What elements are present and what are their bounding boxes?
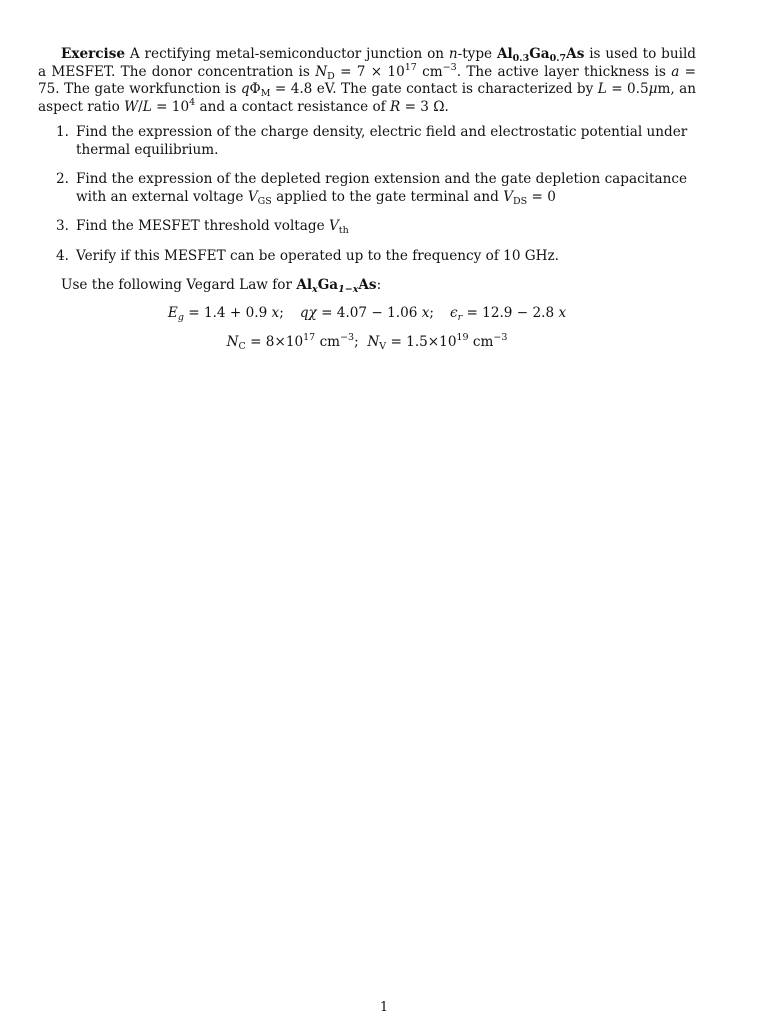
vds-value: = 0 xyxy=(531,188,556,205)
exercise-intro xyxy=(38,46,696,116)
nd-value: = 7 × 10 xyxy=(340,63,405,80)
symbol-slash: / xyxy=(138,98,143,115)
symbol-vgs-sub: GS xyxy=(257,195,272,207)
list-item xyxy=(38,171,696,206)
item-number: 3. xyxy=(56,218,69,234)
equation-band-params xyxy=(38,305,696,323)
symbol-nc-sub: C xyxy=(238,341,246,352)
formula-ga-sub: 1−x xyxy=(338,284,359,295)
symbol-mu: μ xyxy=(648,81,658,97)
symbol-eg: E xyxy=(167,304,178,321)
symbol-x: x xyxy=(558,304,567,321)
formula-ga: Ga xyxy=(317,277,339,293)
separator: ; xyxy=(279,304,284,321)
item-number: 4. xyxy=(56,247,69,264)
intro-text: The gate workfunction is xyxy=(64,81,237,97)
ratio-value: = 10 xyxy=(156,98,190,115)
symbol-vds: V xyxy=(503,188,514,205)
eg-value: = 1.4 + 0.9 xyxy=(188,304,268,321)
symbol-epsilon: ϵ xyxy=(449,304,458,321)
nv-value: = 1.5×10 xyxy=(390,334,457,350)
unit-cm-exponent: −3 xyxy=(340,332,355,343)
symbol-x: x xyxy=(421,304,430,321)
formula-al: Al xyxy=(496,46,513,62)
exercise-heading: Exercise xyxy=(61,46,126,62)
item-text: Find the expression of the charge density, electric field and electrostatic potential under thermal equilibrium. xyxy=(76,124,688,158)
intro-text: is used to build a MESFET. The donor concentration is xyxy=(38,46,697,80)
question-list xyxy=(38,124,696,265)
symbol-vth: V xyxy=(328,218,339,234)
item-text: Verify if this MESFET can be operated up to the frequency of 10 GHz. xyxy=(76,247,560,264)
item-number: 1. xyxy=(56,124,69,140)
item-number: 2. xyxy=(56,171,69,187)
formula-al-sub: x xyxy=(312,284,318,295)
symbol-vth-sub: th xyxy=(338,225,349,236)
unit-cm: cm xyxy=(422,63,443,80)
nc-exponent: 17 xyxy=(303,332,316,343)
symbol-vgs: V xyxy=(247,188,258,205)
separator: ; xyxy=(354,334,359,350)
vegard-intro xyxy=(61,277,696,295)
formula-ga: Ga xyxy=(529,46,550,62)
symbol-q: q xyxy=(299,304,309,321)
symbol-nd-sub: D xyxy=(327,70,335,82)
L-value: = 0.5 xyxy=(611,81,649,97)
symbol-eg-sub: g xyxy=(177,311,184,323)
formula-al: Al xyxy=(296,277,313,293)
document-page xyxy=(38,46,696,352)
nc-value: = 8×10 xyxy=(250,334,304,350)
formula-as: As xyxy=(566,46,585,62)
intro-text: . The active layer thickness is xyxy=(456,63,666,80)
vegard-formula xyxy=(296,277,376,293)
unit-cm-exponent: −3 xyxy=(493,332,508,343)
ratio-exponent: 4 xyxy=(189,96,196,108)
symbol-L: L xyxy=(142,98,152,115)
R-value: = 3 Ω. xyxy=(404,98,449,115)
epsilon-value: = 12.9 − 2.8 xyxy=(466,304,555,321)
intro-text: A rectifying metal-semiconductor junction on xyxy=(129,46,445,62)
symbol-nv: N xyxy=(367,334,380,350)
symbol-vds-sub: DS xyxy=(513,195,528,207)
intro-text: and a contact resistance of xyxy=(199,98,386,115)
vegard-text: Use the following Vegard Law for xyxy=(61,277,292,293)
list-item xyxy=(38,218,696,236)
unit-cm: cm xyxy=(472,334,494,350)
symbol-n: n xyxy=(448,46,458,62)
phi-value: = 4.8 eV. The gate contact is characterized by xyxy=(274,81,594,97)
symbol-q: q xyxy=(240,81,250,97)
item-text: Find the MESFET threshold voltage xyxy=(76,218,325,234)
symbol-epsilon-sub: r xyxy=(457,311,463,323)
symbol-R: R xyxy=(390,98,401,115)
list-item xyxy=(38,124,696,159)
formula-as: As xyxy=(358,277,377,293)
formula-ga-sub: 0.7 xyxy=(549,53,567,64)
separator: ; xyxy=(429,304,434,321)
material-formula xyxy=(497,46,584,62)
intro-text: -type xyxy=(457,46,493,62)
symbol-nv-sub: V xyxy=(379,341,387,352)
symbol-W: W xyxy=(124,98,139,115)
page-number: 1 xyxy=(379,1000,389,1015)
symbol-nc: N xyxy=(226,334,239,350)
vegard-colon: : xyxy=(376,277,382,293)
intro-text: m, an aspect ratio xyxy=(38,81,696,115)
symbol-nd: N xyxy=(315,63,328,80)
symbol-phi: Φ xyxy=(249,81,261,97)
item-text: applied to the gate terminal and xyxy=(276,188,499,205)
chi-value: = 4.07 − 1.06 xyxy=(321,304,418,321)
nd-exponent: 17 xyxy=(404,61,417,73)
a-value: = 75. xyxy=(38,63,697,97)
symbol-a: a xyxy=(671,63,680,80)
symbol-L: L xyxy=(597,81,607,97)
equation-density-of-states xyxy=(38,334,696,352)
nv-exponent: 19 xyxy=(456,332,469,343)
unit-cm: cm xyxy=(319,334,341,350)
list-item xyxy=(38,248,696,266)
symbol-phi-sub: M xyxy=(260,88,271,99)
symbol-chi: χ xyxy=(308,304,317,321)
formula-al-sub: 0.3 xyxy=(512,53,530,64)
unit-cm-exponent: −3 xyxy=(442,61,457,73)
symbol-x: x xyxy=(271,304,280,321)
item-text: Find the expression of the depleted region extension and the gate depletion capacitance with an external voltage xyxy=(76,171,688,205)
